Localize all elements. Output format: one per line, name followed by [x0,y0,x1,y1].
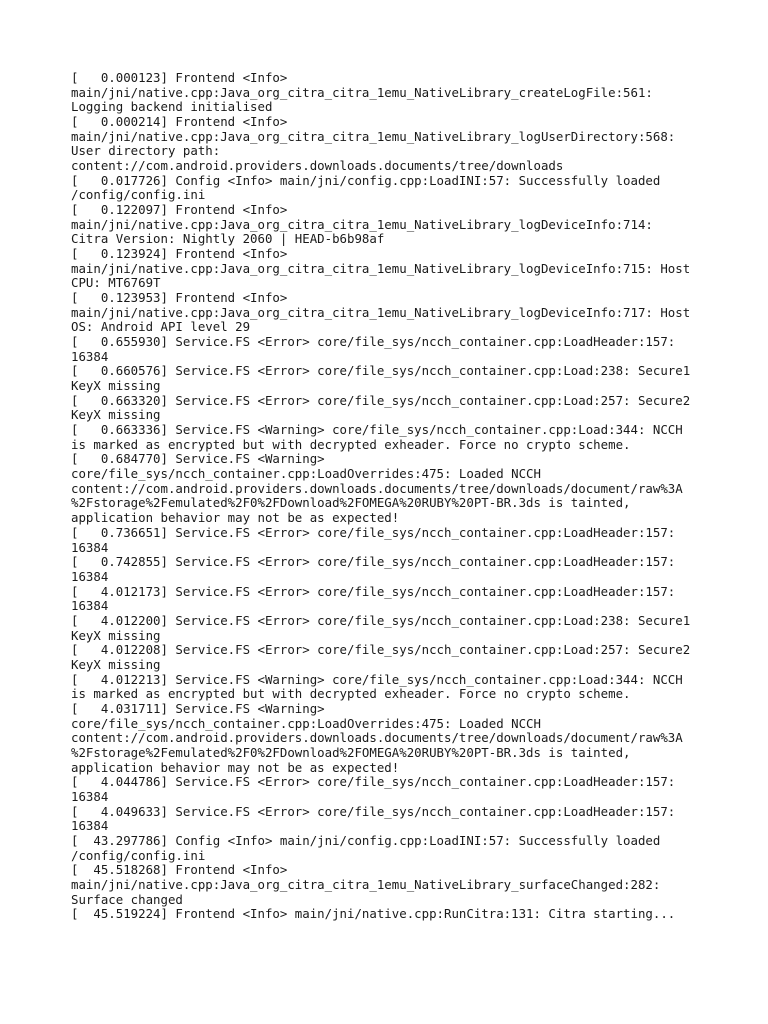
log-line: main/jni/native.cpp:Java_org_citra_citra_1emu_NativeLibrary_logDeviceInfo:714: [71,216,653,232]
log-line: User directory path: [71,143,221,159]
log-line: [ 4.031711] Service.FS <Warning> [71,700,325,716]
log-line: core/file_sys/ncch_container.cpp:LoadOverrides:475: Loaded NCCH [71,466,541,482]
log-line: [ 0.736651] Service.FS <Error> core/file_sys/ncch_container.cpp:LoadHeader:157: [71,524,676,540]
log-line: main/jni/native.cpp:Java_org_citra_citra_1emu_NativeLibrary_logDeviceInfo:717: Host [71,304,691,320]
log-line: is marked as encrypted but with decrypted exheader. Force no crypto scheme. [71,436,631,452]
log-line: 16384 [71,348,109,364]
log-line: [ 4.012200] Service.FS <Error> core/file_sys/ncch_container.cpp:Load:238: Secure1 [71,612,691,628]
log-line: KeyX missing [71,407,161,423]
log-line: CPU: MT6769T [71,275,161,291]
log-line: main/jni/native.cpp:Java_org_citra_citra_1emu_NativeLibrary_createLogFile:561: [71,84,653,100]
log-line: [ 4.049633] Service.FS <Error> core/file_sys/ncch_container.cpp:LoadHeader:157: [71,803,676,819]
log-line: [ 45.518268] Frontend <Info> [71,862,288,878]
log-line: [ 0.684770] Service.FS <Warning> [71,451,325,467]
log-line: 16384 [71,788,109,804]
log-line: [ 0.017726] Config <Info> main/jni/config.cpp:LoadINI:57: Successfully loaded [71,172,661,188]
log-line: main/jni/native.cpp:Java_org_citra_citra_1emu_NativeLibrary_surfaceChanged:282: [71,876,661,892]
log-line: content://com.android.providers.downloads.documents/tree/downloads [71,158,564,174]
log-line: 16384 [71,598,109,614]
log-line: [ 4.012208] Service.FS <Error> core/file_sys/ncch_container.cpp:Load:257: Secure2 [71,642,691,658]
log-line: %2Fstorage%2Femulated%2F0%2FDownload%2FOMEGA%20RUBY%20PT-BR.3ds is tainted, [71,744,631,760]
log-line: [ 0.000214] Frontend <Info> [71,114,288,130]
log-line: [ 0.000123] Frontend <Info> [71,70,288,85]
log-line: 16384 [71,568,109,584]
log-line: Surface changed [71,891,183,907]
log-line: OS: Android API level 29 [71,319,251,335]
log-line: [ 43.297786] Config <Info> main/jni/config.cpp:LoadINI:57: Successfully loaded [71,832,661,848]
log-line: KeyX missing [71,378,161,394]
log-line: [ 0.742855] Service.FS <Error> core/file_sys/ncch_container.cpp:LoadHeader:157: [71,554,676,570]
log-line: [ 0.123924] Frontend <Info> [71,246,288,262]
log-line: [ 0.123953] Frontend <Info> [71,290,288,306]
log-line: Logging backend initialised [71,99,273,115]
log-line: [ 0.663336] Service.FS <Warning> core/file_sys/ncch_container.cpp:Load:344: NCCH [71,422,683,438]
log-line: 16384 [71,818,109,834]
log-line: KeyX missing [71,656,161,672]
log-line: is marked as encrypted but with decrypted exheader. Force no crypto scheme. [71,686,631,702]
log-line: [ 0.660576] Service.FS <Error> core/file_sys/ncch_container.cpp:Load:238: Secure1 [71,363,691,379]
log-line: application behavior may not be as expected! [71,510,400,526]
log-line: [ 4.012213] Service.FS <Warning> core/file_sys/ncch_container.cpp:Load:344: NCCH [71,671,683,687]
log-line: content://com.android.providers.downloads.documents/tree/downloads/document/raw%3A [71,480,683,496]
log-line: [ 4.044786] Service.FS <Error> core/file_sys/ncch_container.cpp:LoadHeader:157: [71,774,676,790]
log-line: %2Fstorage%2Femulated%2F0%2FDownload%2FOMEGA%20RUBY%20PT-BR.3ds is tainted, [71,495,631,511]
log-line: [ 45.519224] Frontend <Info> main/jni/native.cpp:RunCitra:131: Citra starting... [71,906,676,922]
log-line: core/file_sys/ncch_container.cpp:LoadOverrides:475: Loaded NCCH [71,715,541,731]
log-line: [ 0.655930] Service.FS <Error> core/file_sys/ncch_container.cpp:LoadHeader:157: [71,334,676,350]
log-line: [ 4.012173] Service.FS <Error> core/file_sys/ncch_container.cpp:LoadHeader:157: [71,583,676,599]
log-line: main/jni/native.cpp:Java_org_citra_citra_1emu_NativeLibrary_logUserDirectory:568: [71,128,676,144]
log-line: content://com.android.providers.downloads.documents/tree/downloads/document/raw%3A [71,730,683,746]
log-line: [ 0.122097] Frontend <Info> [71,202,288,218]
log-line: 16384 [71,539,109,555]
log-line: main/jni/native.cpp:Java_org_citra_citra_1emu_NativeLibrary_logDeviceInfo:715: Host [71,260,691,276]
log-document [71,71,711,922]
log-line: KeyX missing [71,627,161,643]
log-line: Citra Version: Nightly 2060 | HEAD-b6b98af [71,231,385,247]
log-line: /config/config.ini [71,187,206,203]
log-line: /config/config.ini [71,847,206,863]
log-line: application behavior may not be as expected! [71,759,400,775]
log-line: [ 0.663320] Service.FS <Error> core/file_sys/ncch_container.cpp:Load:257: Secure2 [71,392,691,408]
